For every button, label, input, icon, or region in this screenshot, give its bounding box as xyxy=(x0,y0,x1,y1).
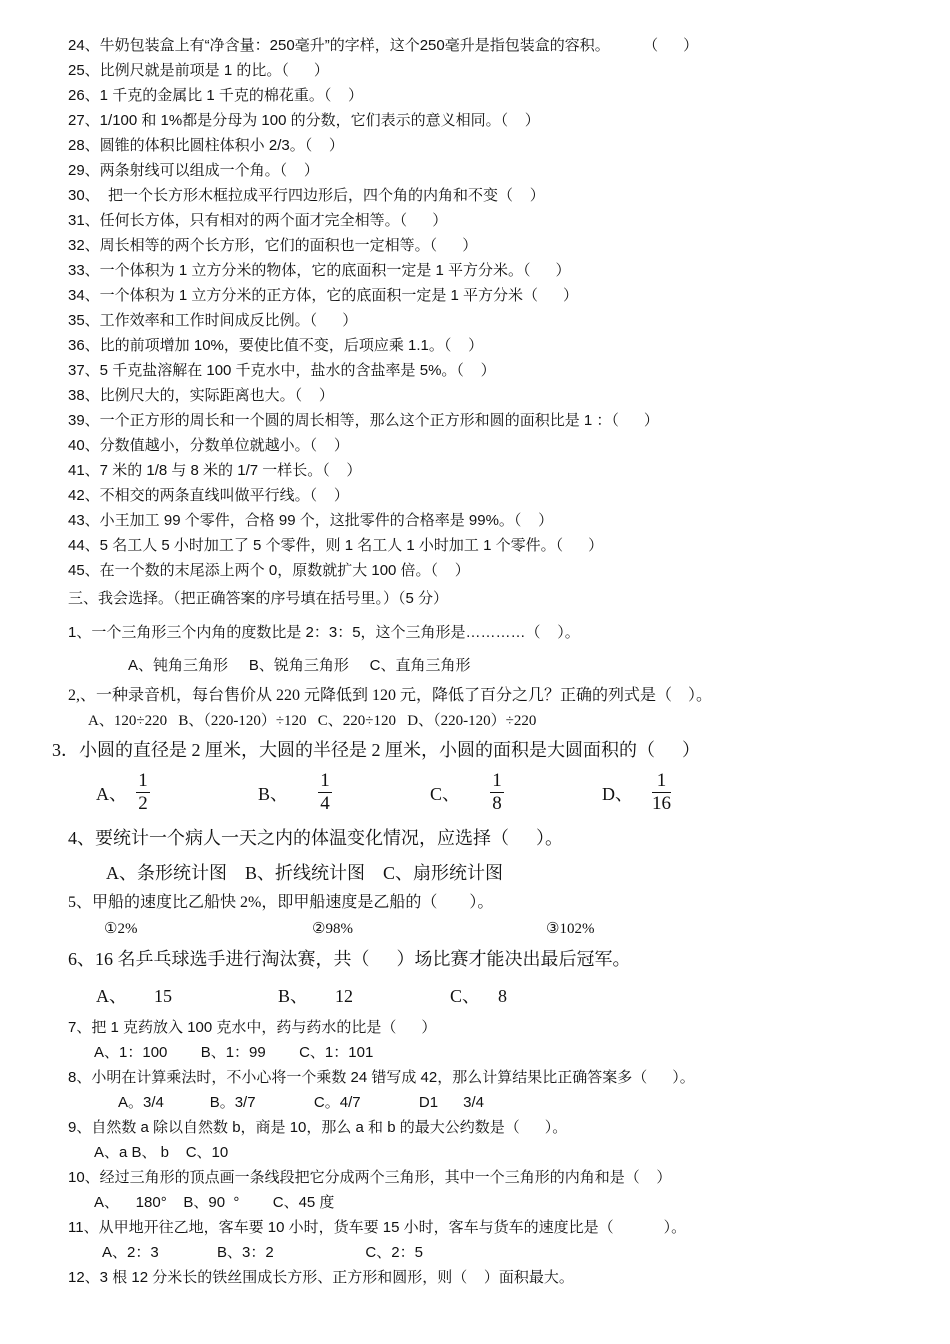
option: ①2% xyxy=(104,921,138,937)
judgement-item: 34、一个体积为 1 立方分米的正方体，它的底面积一定是 1 平方分米（ ） xyxy=(68,287,579,304)
judgement-item: 37、5 千克盐溶解在 100 千克水中，盐水的含盐率是 5%。（ ） xyxy=(68,362,496,379)
judgement-item: 31、任何长方体，只有相对的两个面才完全相等。（ ） xyxy=(68,212,448,229)
judgement-item: 36、比的前项增加 10%，要使比值不变，后项应乘 1.1。（ ） xyxy=(68,337,484,354)
fraction-denominator: 16 xyxy=(652,793,671,814)
option: ②98% xyxy=(312,921,353,937)
question-stem: 8、小明在计算乘法时，不小心将一个乘数 24 错写成 42，那么计算结果比正确答案多（ ）。 xyxy=(68,1069,695,1086)
judgement-item: 28、圆锥的体积比圆柱体积小 2/3。（ ） xyxy=(68,137,344,154)
option: C、 8 xyxy=(450,986,508,1006)
judgement-item: 38、比例尺大的，实际距离也大。（ ） xyxy=(68,387,334,404)
judgement-item: 40、分数值越小，分数单位就越小。（ ） xyxy=(68,437,349,454)
fraction-numerator: 1 xyxy=(320,770,330,791)
question-options: A、钝角三角形 B、锐角三角形 C、直角三角形 xyxy=(128,657,471,674)
fraction-denominator: 2 xyxy=(138,793,148,814)
fraction xyxy=(490,771,504,814)
option: B、 12 xyxy=(278,986,354,1006)
option: A、 15 xyxy=(96,986,172,1006)
question-stem: 12、3 根 12 分米长的铁丝围成长方形、正方形和圆形，则（ ）面积最大。 xyxy=(68,1269,574,1286)
question-stem: 7、把 1 克药放入 100 克水中，药与药水的比是（ ） xyxy=(68,1019,437,1036)
option-label: C、 xyxy=(430,784,461,804)
judgement-item: 35、工作效率和工作时间成反比例。（ ） xyxy=(68,312,358,329)
question-stem: 1、一个三角形三个内角的度数比是 2：3：5，这个三角形是…………（ ）。 xyxy=(68,624,580,641)
option-label: D、 xyxy=(602,784,633,804)
question-stem: 10、经过三角形的顶点画一条线段把它分成两个三角形，其中一个三角形的内角和是（ ） xyxy=(68,1169,672,1186)
fraction-denominator: 4 xyxy=(320,793,330,814)
question-options: A、1：100 B、1：99 C、1：101 xyxy=(94,1044,374,1061)
judgement-item: 45、在一个数的末尾添上两个 0，原数就扩大 100 倍。（ ） xyxy=(68,562,470,579)
question-stem: 4、要统计一个病人一天之内的体温变化情况，应选择（ ）。 xyxy=(68,828,563,848)
fraction-denominator: 8 xyxy=(492,793,502,814)
judgement-item: 39、一个正方形的周长和一个圆的周长相等，那么这个正方形和圆的面积比是 1 ：（ ） xyxy=(68,412,659,429)
judgement-item: 44、5 名工人 5 小时加工了 5 个零件，则 1 名工人 1 小时加工 1 个零件。（ ） xyxy=(68,537,604,554)
judgement-item: 24、牛奶包装盒上有“净含量：250毫升”的字样，这个250毫升是指包装盒的容积。 （ ） xyxy=(68,37,699,54)
question-stem: 3．小圆的直径是 2 厘米，大圆的半径是 2 厘米，小圆的面积是大圆面积的（ ） xyxy=(52,740,700,760)
judgement-item: 42、不相交的两条直线叫做平行线。（ ） xyxy=(68,487,349,504)
judgement-item: 43、小王加工 99 个零件，合格 99 个，这批零件的合格率是 99%。（ ） xyxy=(68,512,554,529)
judgement-item: 30、 把一个长方形木框拉成平行四边形后，四个角的内角和不变（ ） xyxy=(68,187,545,204)
question-stem: 11、从甲地开往乙地，客车要 10 小时，货车要 15 小时，客车与货车的速度比是（ ）。 xyxy=(68,1219,687,1236)
fraction xyxy=(136,771,150,814)
question-options: A、a B、 b C、10 xyxy=(94,1144,229,1161)
fraction xyxy=(652,771,671,814)
question-stem: 9、自然数 a 除以自然数 b，商是 10，那么 a 和 b 的最大公约数是（ ）。 xyxy=(68,1119,568,1136)
option-label: B、 xyxy=(258,784,289,804)
fraction-numerator: 1 xyxy=(656,770,667,791)
judgement-item: 29、两条射线可以组成一个角。（ ） xyxy=(68,162,319,179)
judgement-item: 25、比例尺就是前项是 1 的比。（ ） xyxy=(68,62,329,79)
question-stem: 6、16 名乒乓球选手进行淘汰赛，共（ ）场比赛才能决出最后冠军。 xyxy=(68,949,631,969)
option: ③102% xyxy=(546,921,595,937)
judgement-item: 27、1/100 和 1%都是分母为 100 的分数，它们表示的意义相同。（ ） xyxy=(68,112,540,129)
fraction-numerator: 1 xyxy=(492,770,502,791)
option-label: A、 xyxy=(96,784,127,804)
judgement-item: 32、周长相等的两个长方形，它们的面积也一定相等。（ ） xyxy=(68,237,478,254)
fraction-numerator: 1 xyxy=(138,770,148,791)
judgement-item: 41、7 米的 1/8 与 8 米的 1/7 一样长。（ ） xyxy=(68,462,362,479)
question-options: A、 180° B、90 ° C、45 度 xyxy=(94,1194,335,1211)
question-stem: 5、甲船的速度比乙船快 2%，即甲船速度是乙船的（ ）。 xyxy=(68,894,494,911)
question-options: A、条形统计图 B、折线统计图 C、扇形统计图 xyxy=(106,863,504,883)
judgement-item: 33、一个体积为 1 立方分米的物体，它的底面积一定是 1 平方分米。（ ） xyxy=(68,262,571,279)
question-options: A、120÷220 B、（220-120）÷120 C、220÷120 D、（220-120）÷220 xyxy=(88,713,537,729)
fraction xyxy=(318,771,332,814)
question-stem: 2,、一种录音机，每台售价从 220 元降低到 120 元，降低了百分之几？正确的列式是（ ）。 xyxy=(68,687,713,704)
judgement-item: 26、1 千克的金属比 1 千克的棉花重。（ ） xyxy=(68,87,364,104)
question-options: A。3/4 B。3/7 C。4/7 D1 3/4 xyxy=(118,1094,484,1111)
question-options: A、2：3 B、3：2 C、2：5 xyxy=(102,1244,423,1261)
section-heading: 三、我会选择。（把正确答案的序号填在括号里。）（5 分） xyxy=(68,590,449,607)
